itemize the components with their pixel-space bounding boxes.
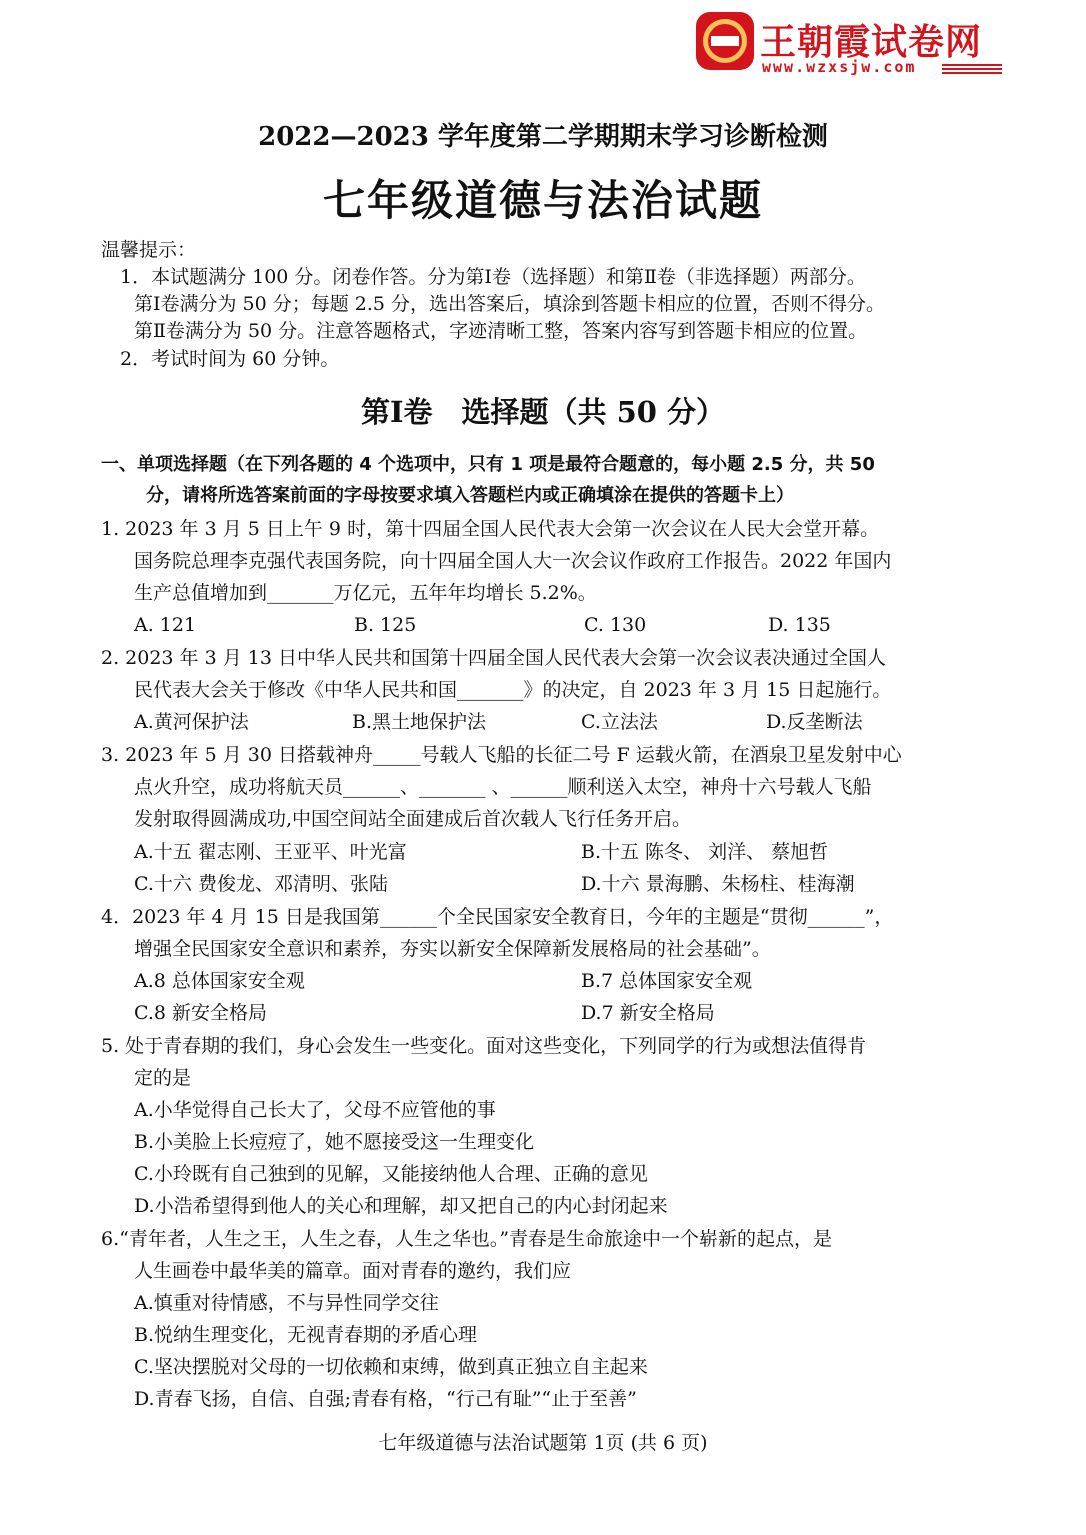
option-d: D.反垄断法: [766, 711, 863, 733]
option-c: C.十六 费俊龙、邓清明、张陆: [134, 873, 388, 895]
tips-line: 第Ⅰ卷满分为 50 分；每题 2.5 分，选出答案后，填涂到答题卡相应的位置，否则不得分。: [134, 293, 886, 315]
question-4-text: 增强全民国家安全意识和素养，夯实以新安全保障新发展格局的社会基础”。: [134, 938, 771, 960]
question-2: 2. 2023 年 3 月 13 日中华人民共和国第十四届全国人民代表大会第一次会议表决通过全国人: [101, 647, 886, 669]
question-5-text: 定的是: [134, 1067, 192, 1089]
option-d: D.青春飞扬，自信、自强;青春有格，“行己有耻”“止于至善”: [134, 1388, 637, 1410]
section-title: 第Ⅰ卷 选择题（共 50 分）: [360, 395, 726, 429]
option-b: B. 125: [354, 614, 417, 636]
option-c: C. 130: [584, 614, 647, 636]
option-d: D.7 新安全格局: [581, 1002, 715, 1024]
option-a: A.慎重对待情感，不与异性同学交往: [134, 1292, 439, 1314]
option-b: B.悦纳生理变化，无视青春期的矛盾心理: [134, 1324, 478, 1346]
question-1: 1. 2023 年 3 月 5 日上午 9 时，第十四届全国人民代表大会第一次会议在人民大会堂开幕。: [101, 518, 880, 540]
section-heading: 一、单项选择题（在下列各题的 4 个选项中，只有 1 项是最符合题意的，每小题 2.5 分，共 50: [101, 454, 875, 475]
logo-stripes-icon: [942, 62, 1002, 76]
option-c: C.坚决摆脱对父母的一切依赖和束缚，做到真正独立自主起来: [134, 1356, 648, 1378]
exam-subject: 七年级道德与法治试题: [322, 176, 763, 225]
option-c: C.立法法: [581, 711, 658, 733]
option-b: B.7 总体国家安全观: [581, 970, 753, 992]
tips-label: 温馨提示：: [101, 239, 197, 261]
site-logo[interactable]: [694, 10, 1014, 76]
option-a: A.黄河保护法: [134, 711, 249, 733]
logo-name: 王朝霞试卷网: [760, 22, 983, 63]
option-d: D.小浩希望得到他人的关心和理解，却又把自己的内心封闭起来: [134, 1195, 668, 1217]
question-1-text: 国务院总理李克强代表国务院，向十四届全国人大一次会议作政府工作报告。2022 年国内: [134, 550, 892, 572]
question-5: 5. 处于青春期的我们，身心会发生一些变化。面对这些变化，下列同学的行为或想法值得肯: [101, 1035, 867, 1057]
question-3-text: 点火升空，成功将航天员______、_______ 、______顺利送入太空，神舟十六号载人飞船: [134, 776, 872, 798]
option-b: B.十五 陈冬、 刘洋、 蔡旭哲: [581, 841, 829, 863]
section-heading: 分，请将所选答案前面的字母按要求填入答题栏内或正确填涂在提供的答题卡上）: [146, 485, 794, 506]
option-b: B.黑土地保护法: [352, 711, 487, 733]
option-a: A.十五 翟志刚、王亚平、叶光富: [134, 841, 407, 863]
option-a: A.小华觉得自己长大了，父母不应管他的事: [134, 1099, 496, 1121]
option-b: B.小美脸上长痘痘了，她不愿接受这一生理变化: [134, 1131, 535, 1153]
page-footer: 七年级道德与法治试题第 1页 (共 6 页): [378, 1432, 708, 1454]
question-4: 4．2023 年 4 月 15 日是我国第______个全民国家安全教育日，今年的主题是“贯彻______”，: [101, 906, 894, 928]
option-d: D.十六 景海鹏、朱杨柱、桂海潮: [581, 873, 855, 895]
option-c: C.8 新安全格局: [134, 1002, 268, 1024]
tips-line: 2．考试时间为 60 分钟。: [120, 348, 340, 370]
logo-url[interactable]: www.wzxsjw.com: [762, 58, 917, 76]
question-6-text: 人生画卷中最华美的篇章。面对青春的邀约，我们应: [134, 1260, 572, 1282]
seal-icon: [694, 10, 756, 72]
option-c: C.小玲既有自己独到的见解，又能接纳他人合理、正确的意见: [134, 1163, 648, 1185]
tips-line: 1．本试题满分 100 分。闭卷作答。分为第Ⅰ卷（选择题）和第Ⅱ卷（非选择题）两部分。: [120, 266, 866, 288]
question-3-text: 发射取得圆满成功,中国空间站全面建成后首次载人飞行任务开启。: [134, 808, 692, 830]
question-3: 3. 2023 年 5 月 30 日搭载神舟_____号载人飞船的长征二号 F 运载火箭，在酒泉卫星发射中心: [101, 744, 902, 766]
question-6: 6.“青年者，人生之王，人生之春，人生之华也。”青春是生命旅途中一个崭新的起点，是: [101, 1228, 833, 1250]
option-a: A.8 总体国家安全观: [134, 970, 305, 992]
exam-title: 2022—2023 学年度第二学期期末学习诊断检测: [258, 122, 828, 152]
option-a: A. 121: [134, 614, 197, 636]
option-d: D. 135: [768, 614, 831, 636]
question-2-text: 民代表大会关于修改《中华人民共和国_______》的决定，自 2023 年 3 月 15 日起施行。: [134, 679, 892, 701]
question-1-text: 生产总值增加到_______万亿元，五年年均增长 5.2%。: [134, 582, 597, 604]
tips-line: 第Ⅱ卷满分为 50 分。注意答题格式，字迹清晰工整，答案内容写到答题卡相应的位置。: [134, 320, 868, 342]
